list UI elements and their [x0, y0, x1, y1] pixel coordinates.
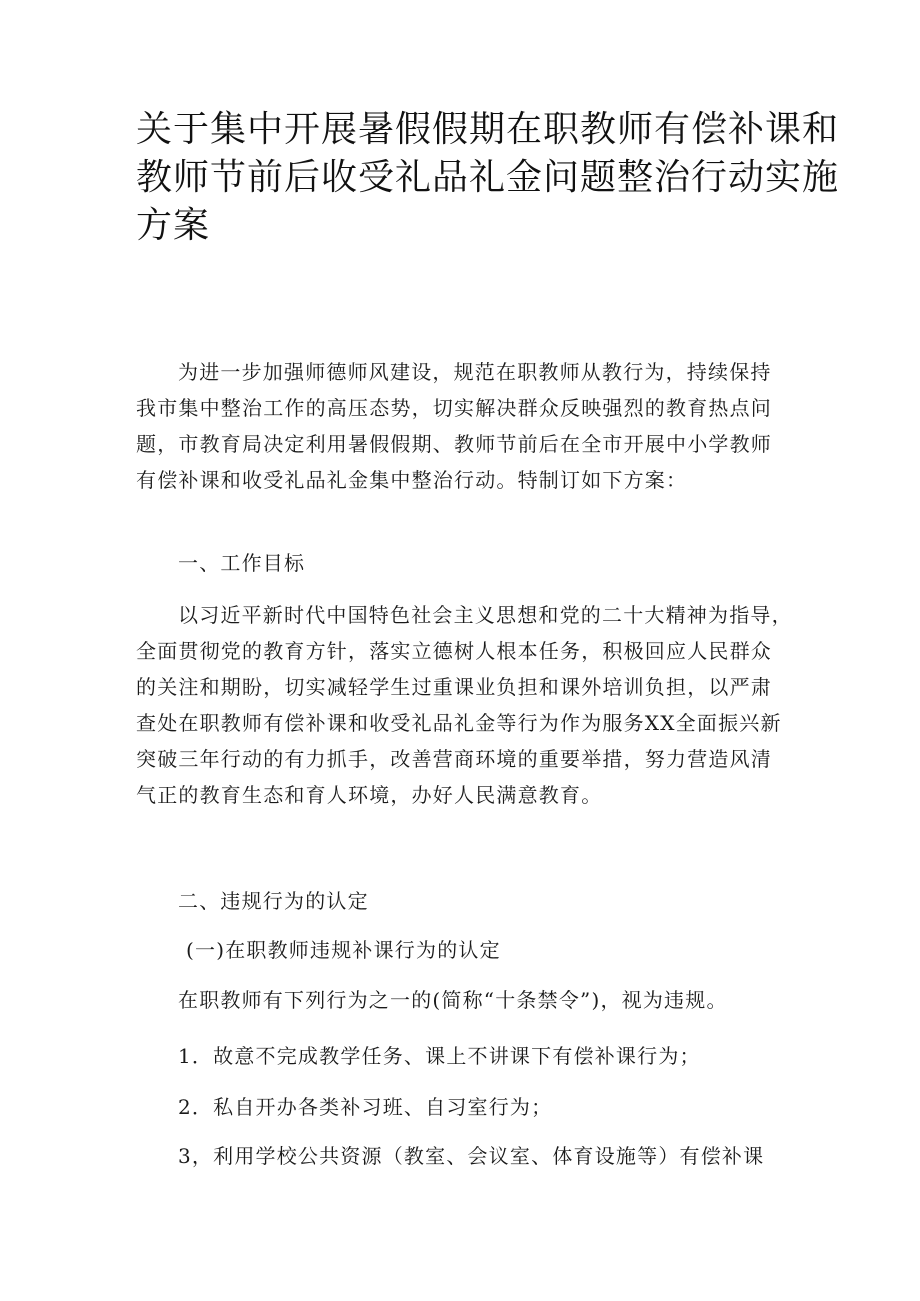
paragraph-line: 气正的教育生态和育人环境，办好人民满意教育。 — [136, 783, 603, 807]
paragraph-line: 的关注和期盼，切实减轻学生过重课业负担和课外培训负担，以严肃 — [136, 675, 772, 699]
goals-paragraph — [136, 597, 796, 813]
title-line: 关于集中开展暑假假期在职教师有偿补课和 — [136, 109, 840, 150]
paragraph-line: 以习近平新时代中国特色社会主义思想和党的二十大精神为指导， — [178, 603, 793, 627]
subsection-intro: 在职教师有下列行为之一的(简称“十条禁令”)，视为违规。 — [178, 988, 728, 1012]
title-line: 方案 — [136, 205, 211, 246]
section-heading-violations: 二、违规行为的认定 — [178, 889, 369, 913]
intro-paragraph — [136, 354, 796, 498]
paragraph-line: 我市集中整治工作的高压态势，切实解决群众反映强烈的教育热点问 — [136, 396, 772, 420]
rule-item: 1．故意不完成教学任务、课上不讲课下有偿补课行为； — [178, 1044, 701, 1068]
rule-item: 2．私自开办各类补习班、自习室行为； — [178, 1095, 553, 1119]
paragraph-line: 突破三年行动的有力抓手，改善营商环境的重要举措，努力营造风清 — [136, 747, 772, 771]
title-line: 教师节前后收受礼品礼金问题整治行动实施 — [136, 157, 840, 198]
paragraph-line: 查处在职教师有偿补课和收受礼品礼金等行为作为服务XX全面振兴新 — [136, 711, 782, 735]
section-heading-goals: 一、工作目标 — [178, 551, 306, 575]
paragraph-line: 有偿补课和收受礼品礼金集中整治行动。特制订如下方案： — [136, 468, 688, 492]
subsection-heading: (一)在职教师违规补课行为的认定 — [186, 938, 501, 962]
rule-item: 3，利用学校公共资源（教室、会议室、体育设施等）有偿补课 — [178, 1144, 765, 1168]
paragraph-line: 全面贯彻党的教育方针，落实立德树人根本任务，积极回应人民群众 — [136, 639, 772, 663]
document-title — [136, 106, 840, 250]
paragraph-line: 题，市教育局决定利用暑假假期、教师节前后在全市开展中小学教师 — [136, 432, 772, 456]
paragraph-line: 为进一步加强师德师风建设，规范在职教师从教行为，持续保持 — [178, 360, 772, 384]
